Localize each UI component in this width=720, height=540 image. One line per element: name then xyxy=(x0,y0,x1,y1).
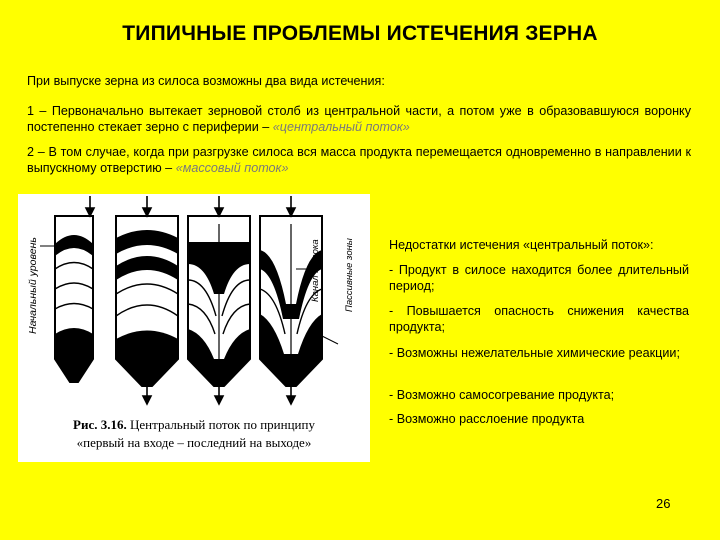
flow-channel-label: Канал потока xyxy=(310,239,321,302)
passive-zones-label: Пассивные зоны xyxy=(344,238,355,312)
inflow-arrows xyxy=(86,196,295,216)
disadvantage-item: - Повышается опасность снижения качества продукта; xyxy=(389,304,689,334)
intro-text: При выпуске зерна из силоса возможны два вида истечения: xyxy=(27,74,385,88)
silo-3 xyxy=(188,224,250,389)
silo-2 xyxy=(116,230,178,389)
initial-level-label: Начальный уровень xyxy=(27,237,39,334)
silo-flow-figure xyxy=(18,194,370,462)
silo-diagram xyxy=(18,194,370,416)
page-number: 26 xyxy=(656,496,671,511)
item-mass-flow xyxy=(27,144,691,176)
disadvantage-item: - Возможны нежелательные химические реакции; xyxy=(389,346,680,360)
disadvantages-heading: Недостатки истечения «центральный поток»: xyxy=(389,238,654,252)
mass-flow-term: «массовый поток» xyxy=(175,161,289,175)
central-flow-term: «центральный поток» xyxy=(272,120,410,134)
slide-title: ТИПИЧНЫЕ ПРОБЛЕМЫ ИСТЕЧЕНИЯ ЗЕРНА xyxy=(122,22,598,45)
caption-line-1: Центральный поток по принципу xyxy=(126,417,315,432)
caption-figure-number: Рис. 3.16. xyxy=(73,417,127,432)
disadvantage-item: - Возможно самосогревание продукта; xyxy=(389,388,615,402)
disadvantage-item: - Продукт в силосе находится более длительный период; xyxy=(389,263,689,293)
outflow-arrows xyxy=(143,386,295,404)
figure-caption xyxy=(18,416,370,452)
caption-line-2: «первый на входе – последний на выходе» xyxy=(76,435,312,450)
item-mass-flow-text: 2 – В том случае, когда при разгрузке силоса вся масса продукта перемещается одновременно в направлении к выпускному отверстию – xyxy=(27,145,691,175)
silo-1 xyxy=(55,235,93,384)
disadvantage-item: - Возможно расслоение продукта xyxy=(389,412,585,426)
item-central-flow-text: 1 – Первоначально вытекает зерновой столб из центральной части, а потом уже в образовавшуюся воронку постепенно стекает зерно с периферии – xyxy=(27,104,691,134)
item-central-flow xyxy=(27,103,691,135)
